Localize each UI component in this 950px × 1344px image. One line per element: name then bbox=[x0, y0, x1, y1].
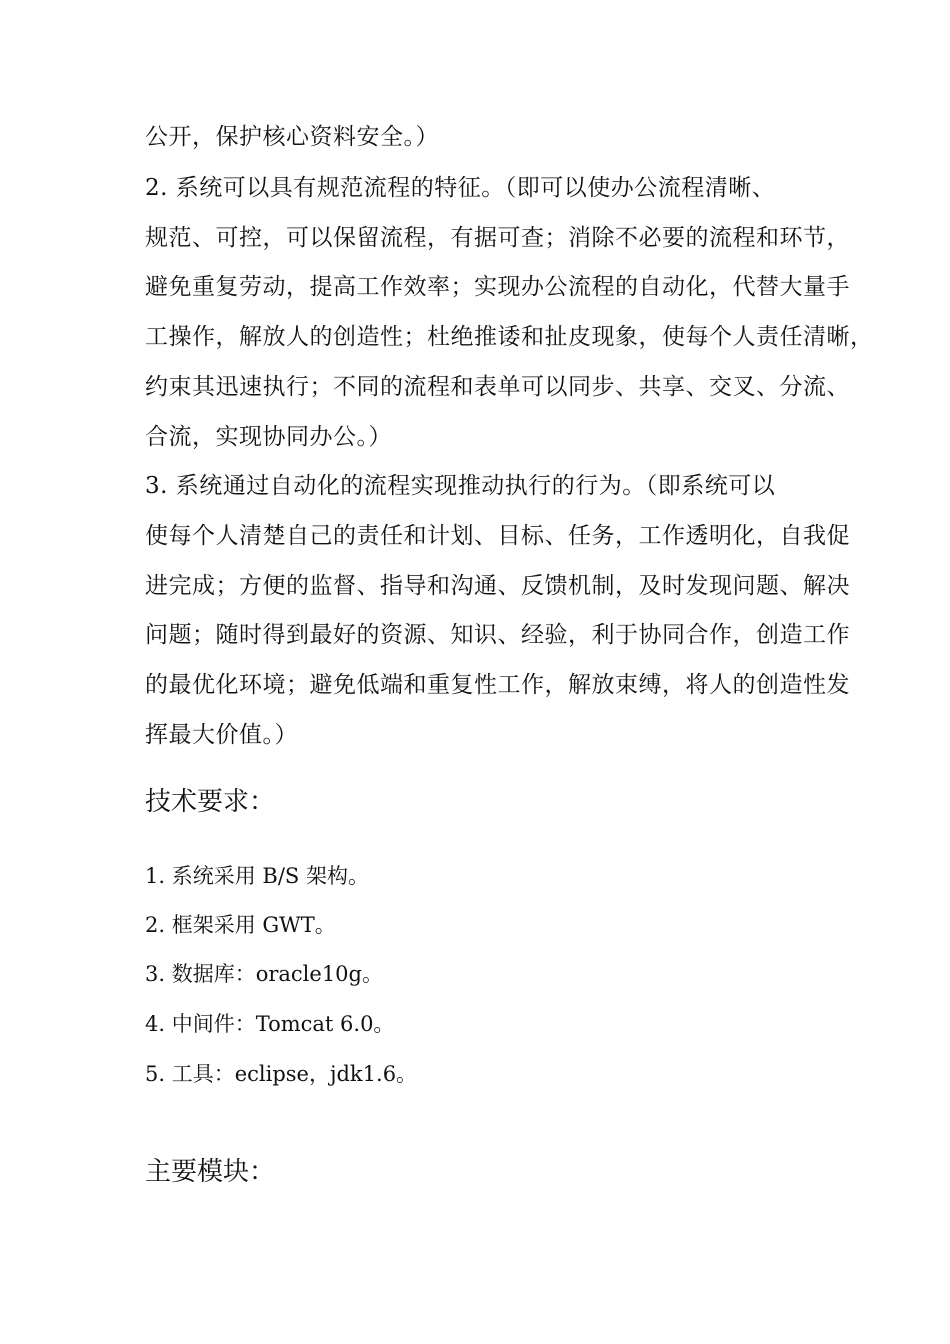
paragraph-line: 使每个人清楚自己的责任和计划、目标、任务，工作透明化，自我促 bbox=[145, 523, 850, 549]
paragraph-line: 合流，实现协同办公。） bbox=[145, 424, 392, 450]
paragraph-line: 3. 系统通过自动化的流程实现推动执行的行为。（即系统可以 bbox=[145, 473, 776, 499]
paragraph-line: 2. 系统可以具有规范流程的特征。（即可以使办公流程清晰、 bbox=[145, 175, 776, 201]
tech-list-item: 1. 系统采用 B/S 架构。 bbox=[145, 864, 369, 888]
paragraph-line: 规范、可控，可以保留流程，有据可查；消除不必要的流程和环节， bbox=[145, 225, 850, 251]
tech-list-item: 4. 中间件：Tomcat 6.0。 bbox=[145, 1012, 395, 1036]
tech-list-item: 3. 数据库：oracle10g。 bbox=[145, 962, 383, 986]
main-modules-heading: 主要模块： bbox=[145, 1157, 276, 1187]
paragraph-line: 工操作，解放人的创造性；杜绝推诿和扯皮现象，使每个人责任清晰， bbox=[145, 324, 874, 350]
paragraph-line: 挥最大价值。） bbox=[145, 722, 298, 748]
tech-list-item: 5. 工具：eclipse，jdk1.6。 bbox=[145, 1062, 418, 1086]
tech-requirements-heading: 技术要求： bbox=[145, 787, 276, 817]
paragraph-line: 的最优化环境；避免低端和重复性工作，解放束缚，将人的创造性发 bbox=[145, 672, 850, 698]
paragraph-line: 问题；随时得到最好的资源、知识、经验，利于协同合作，创造工作 bbox=[145, 622, 850, 648]
tech-list-item: 2. 框架采用 GWT。 bbox=[145, 913, 336, 937]
paragraph-line: 进完成；方便的监督、指导和沟通、反馈机制，及时发现问题、解决 bbox=[145, 573, 850, 599]
paragraph-line: 公开，保护核心资料安全。） bbox=[145, 124, 439, 150]
paragraph-line: 约束其迅速执行；不同的流程和表单可以同步、共享、交叉、分流、 bbox=[145, 374, 850, 400]
paragraph-line: 避免重复劳动，提高工作效率；实现办公流程的自动化，代替大量手 bbox=[145, 274, 850, 300]
